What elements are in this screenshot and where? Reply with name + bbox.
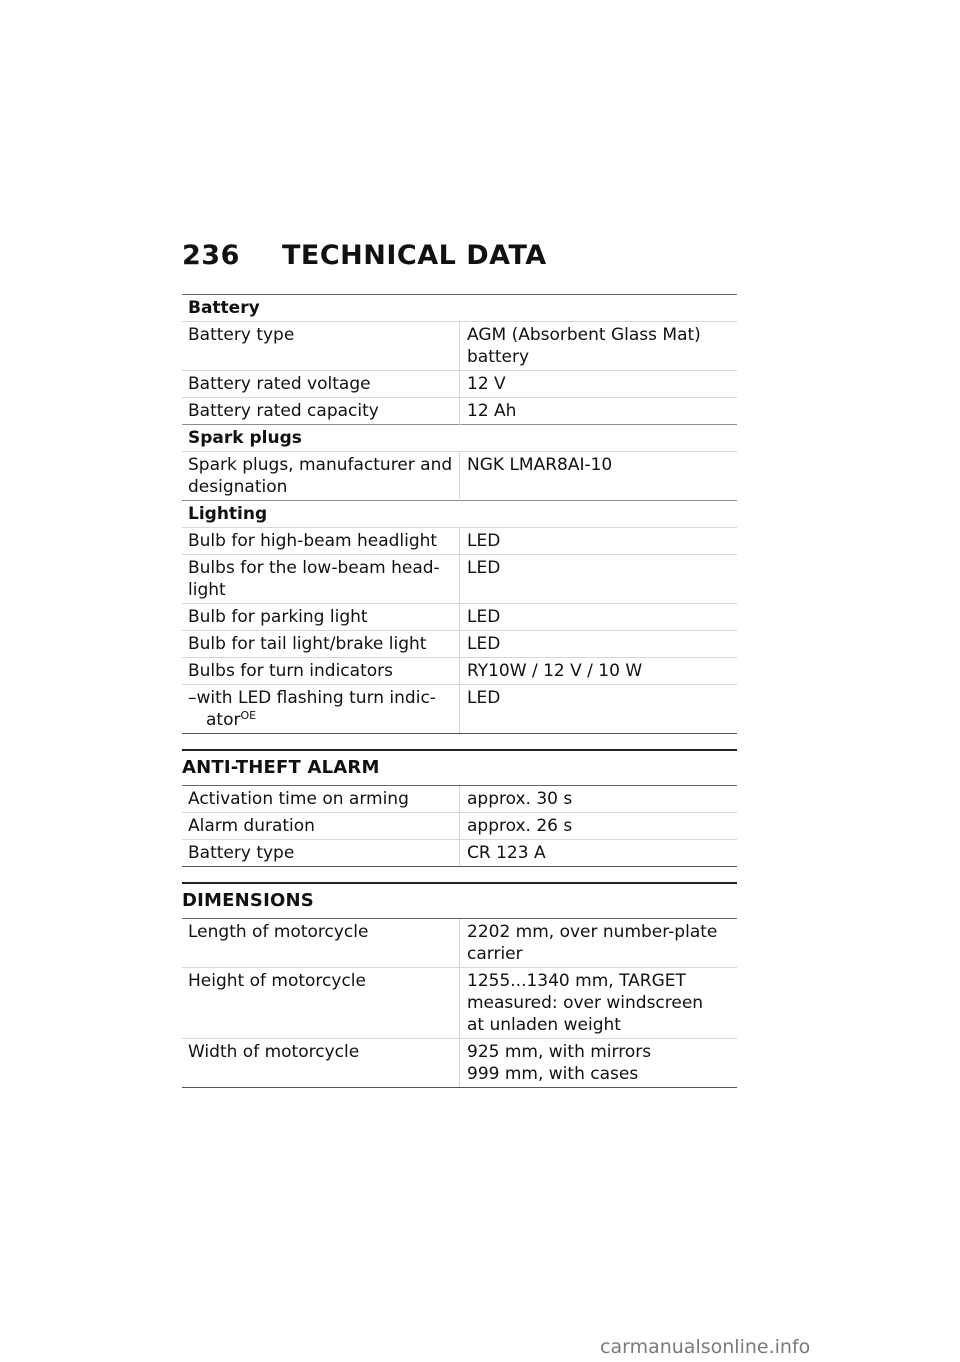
row-label: Activation time on arming <box>182 786 460 813</box>
table-bottom-rule <box>182 1087 737 1088</box>
table-row <box>182 968 737 1039</box>
value-line: 925 mm, with mirrors <box>467 1042 652 1062</box>
row-value <box>460 968 738 1039</box>
row-value: LED <box>460 604 738 631</box>
group-header-battery: Battery <box>182 295 737 322</box>
row-value: LED <box>460 555 738 604</box>
row-label-prefix: –with LED flashing turn indic- <box>188 688 436 708</box>
row-label: Height of motorcycle <box>182 968 460 1039</box>
value-line: at unladen weight <box>467 1015 621 1035</box>
row-value: RY10W / 12 V / 10 W <box>460 658 738 685</box>
chapter-title: TECHNICAL DATA <box>282 240 547 271</box>
table-row <box>182 398 737 425</box>
table-row <box>182 786 737 813</box>
row-label: Battery type <box>182 322 460 371</box>
row-label: Bulbs for turn indicators <box>182 658 460 685</box>
table-row <box>182 555 737 604</box>
table-row <box>182 919 737 968</box>
page-title <box>182 240 547 271</box>
row-label: Bulbs for the low-beam head-light <box>182 555 460 604</box>
table-row <box>182 322 737 371</box>
row-value <box>460 1039 738 1088</box>
table-row <box>182 1039 737 1088</box>
table-row <box>182 840 737 867</box>
value-line: 1255...1340 mm, TARGET <box>467 971 686 991</box>
row-label: Battery rated voltage <box>182 371 460 398</box>
row-label: Battery rated capacity <box>182 398 460 425</box>
row-value: 12 Ah <box>460 398 738 425</box>
row-value: AGM (Absorbent Glass Mat) battery <box>460 322 738 371</box>
section-title-dimensions: DIMENSIONS <box>182 882 737 918</box>
group-header-lighting: Lighting <box>182 501 737 528</box>
section-title-anti-theft: ANTI-THEFT ALARM <box>182 749 737 785</box>
table-row <box>182 604 737 631</box>
table-row <box>182 813 737 840</box>
row-value: LED <box>460 685 738 734</box>
table-row <box>182 685 737 734</box>
row-value: approx. 30 s <box>460 786 738 813</box>
row-value: CR 123 A <box>460 840 738 867</box>
page-content <box>182 294 737 1088</box>
group-header-spark-plugs: Spark plugs <box>182 425 737 452</box>
row-value: LED <box>460 631 738 658</box>
table-row <box>182 658 737 685</box>
page-number: 236 <box>182 240 240 271</box>
row-label: Bulb for parking light <box>182 604 460 631</box>
technical-data-table <box>182 294 737 733</box>
row-label: Spark plugs, manufacturer and designation <box>182 452 460 501</box>
table-row <box>182 528 737 555</box>
value-line: measured: over windscreen <box>467 993 704 1013</box>
row-value <box>460 919 738 968</box>
optional-equipment-marker: OE <box>240 709 257 722</box>
row-label <box>182 685 460 734</box>
spacer <box>182 867 737 882</box>
value-line: 2202 mm, over number-plate carrier <box>467 922 718 964</box>
table-row <box>182 371 737 398</box>
anti-theft-table <box>182 785 737 866</box>
row-label: Alarm duration <box>182 813 460 840</box>
row-label-rest: ator <box>206 710 241 730</box>
table-row <box>182 631 737 658</box>
watermark-text: carmanualsonline.info <box>600 1336 811 1358</box>
row-label: Bulb for tail light/brake light <box>182 631 460 658</box>
row-label: Battery type <box>182 840 460 867</box>
value-line: 999 mm, with cases <box>467 1064 639 1084</box>
row-label: Width of motorcycle <box>182 1039 460 1088</box>
row-value: approx. 26 s <box>460 813 738 840</box>
row-value: 12 V <box>460 371 738 398</box>
row-value: LED <box>460 528 738 555</box>
row-label: Length of motorcycle <box>182 919 460 968</box>
row-value: NGK LMAR8AI-10 <box>460 452 738 501</box>
row-label: Bulb for high-beam headlight <box>182 528 460 555</box>
dimensions-table <box>182 918 737 1087</box>
table-row <box>182 452 737 501</box>
spacer <box>182 734 737 749</box>
